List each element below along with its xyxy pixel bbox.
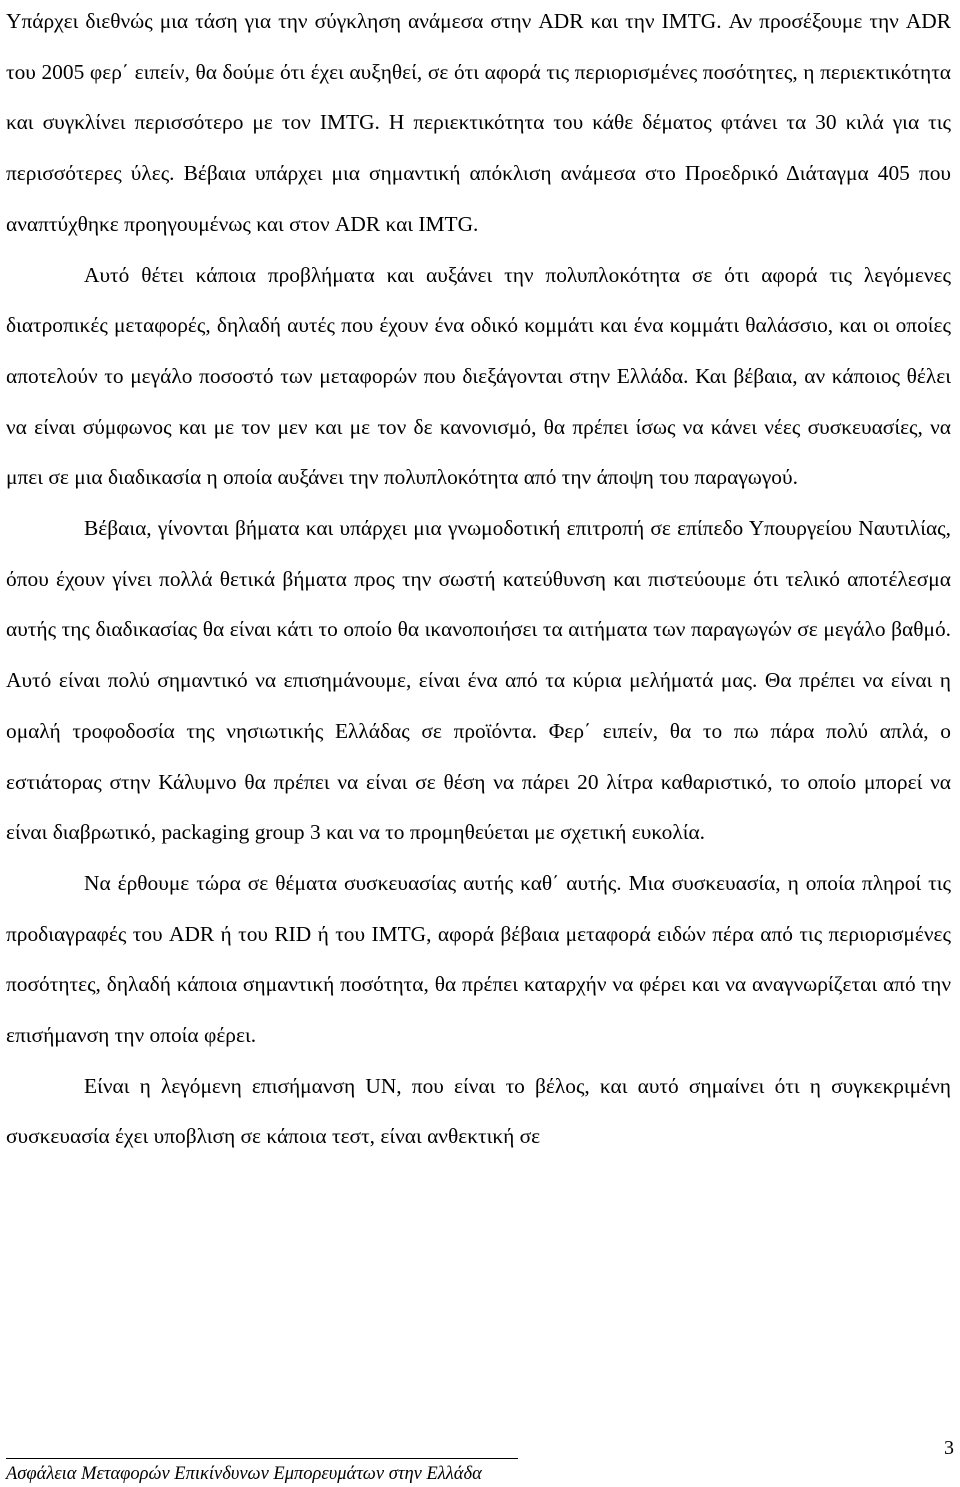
footer-divider: [6, 1458, 518, 1459]
paragraph-2: Αυτό θέτει κάποια προβλήματα και αυξάνει την πολυπλοκότητα σε ότι αφορά τις λεγόμενες διατροπικές μεταφορές, δηλαδή αυτές που έχουν ένα οδικό κομμάτι και ένα κομμάτι θαλάσσιο, και οι οποίες αποτελούν το μεγάλο ποσοστό των μεταφορών που διεξάγονται στην Ελλάδα. Και βέβαια, αν κάποιος θέλει να είναι σύμφωνος και με τον μεν και με τον δε κανονισμό, θα πρέπει ίσως να κάνει νέες συσκευασίες, να μπει σε μια διαδικασία η οποία αυξάνει την πολυπλοκότητα από την άποψη του παραγωγού.: [6, 262, 951, 490]
paragraph-5: Είναι η λεγόμενη επισήμανση UN, που είναι το βέλος, και αυτό σημαίνει ότι η συγκεκριμένη συσκευασία έχει υποβλιση σε κάποια τεστ, είναι ανθεκτική σε: [6, 1073, 951, 1149]
paragraph-4: Να έρθουμε τώρα σε θέματα συσκευασίας αυτής καθ΄ αυτής. Μια συσκευασία, η οποία πληροί τις προδιαγραφές του ADR ή του RID ή του IMTG, αφορά βέβαια μεταφορά ειδών πέρα από τις περιορισμένες ποσότητες, δηλαδή κάποια σημαντική ποσότητα, θα πρέπει καταρχήν να φέρει και να αναγνωρίζεται από την επισήμανση την οποία φέρει.: [6, 870, 951, 1048]
paragraph-3: Βέβαια, γίνονται βήματα και υπάρχει μια γνωμοδοτική επιτροπή σε επίπεδο Υπουργείου Ναυτιλίας, όπου έχουν γίνει πολλά θετικά βήματα προς την σωστή κατεύθυνση και πιστεύουμε ότι τελικό αποτέλεσμα αυτής της διαδικασίας θα είναι κάτι το οποίο θα ικανοποιήσει τα αιτήματα των παραγωγών σε μεγάλο βαθμό. Αυτό είναι πολύ σημαντικό να επισημάνουμε, είναι ένα από τα κύρια μελήματά μας. Θα πρέπει να είναι η ομαλή τροφοδοσία της νησιωτικής Ελλάδας σε προϊόντα. Φερ΄ ειπείν, θα το πω πάρα πολύ απλά, ο εστιάτορας στην Κάλυμνο θα πρέπει να είναι σε θέση να πάρει 20 λίτρα καθαριστικό, το οποίο μπορεί να είναι διαβρωτικό, packaging group 3 και να το προμηθεύεται με σχετική ευκολία.: [6, 516, 951, 845]
paragraph-1: Υπάρχει διεθνώς μια τάση για την σύγκληση ανάμεσα στην ADR και την IMTG. Αν προσέξουμε την ADR του 2005 φερ΄ ειπείν, θα δούμε ότι έχει αυξηθεί, σε ότι αφορά τις περιορισμένες ποσότητες, η περιεκτικότητα και συγκλίνει περισσότερο με τον IMTG. Η περιεκτικότητα του κάθε δέματος φτάνει τα 30 κιλά για τις περισσότερες ύλες. Βέβαια υπάρχει μια σημαντική απόκλιση ανάμεσα στο Προεδρικό Διάταγμα 405 που αναπτύχθηκε προηγουμένως και στον ADR και IMTG.: [6, 9, 951, 236]
footer-running-title: Ασφάλεια Μεταφορών Επικίνδυνων Εμπορευμάτων στην Ελλάδα: [6, 1464, 482, 1484]
document-body: [6, 0, 951, 1162]
page-number: 3: [944, 1437, 954, 1459]
